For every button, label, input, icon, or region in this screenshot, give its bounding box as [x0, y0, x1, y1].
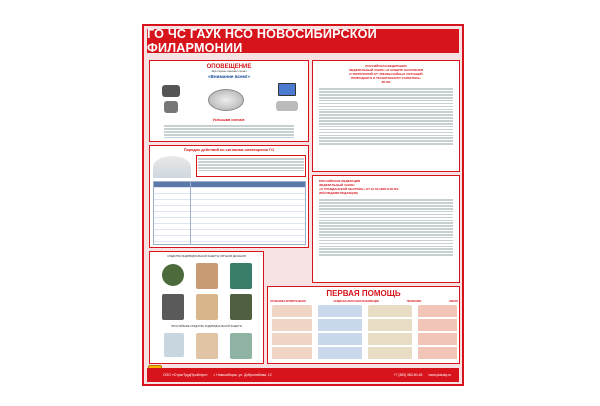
alert-panel — [149, 60, 309, 142]
procedure-signal-box — [196, 155, 306, 177]
siren-icon — [208, 89, 244, 111]
gauze-bandage-icon — [164, 333, 184, 357]
law-28-body — [313, 195, 459, 260]
law-68-panel — [312, 60, 460, 172]
alert-signal: «Внимание всем!» — [207, 73, 251, 79]
footer-bar — [147, 368, 459, 382]
first-aid-heading: ПЕРВАЯ ПОМОЩЬ — [326, 289, 401, 298]
tv-icon — [278, 83, 296, 96]
law-28-header: РОССИЙСКАЯ ФЕДЕРАЦИЯ ФЕДЕРАЛЬНЫЙ ЗАКОН «О ГРАЖДАНСКОЙ ОБОРОНЕ» ОТ 12.02.1998 N 28-ФЗ (ПОСЛЕДНЯЯ РЕДАКЦИЯ) — [319, 179, 399, 195]
protection-heading-2: ПРОСТЕЙШИЕ СРЕДСТВА ИНДИВИДУАЛЬНОЙ ЗАЩИТЫ — [170, 325, 243, 328]
poster-title: ГО ЧС ГАУК НСО НОВОСИБИРСКОЙ ФИЛАРМОНИИ — [147, 29, 459, 53]
hood-person-icon — [196, 294, 218, 320]
alert-small-text: Звук сирены означает сигнал — [211, 70, 247, 73]
cpr-illustration — [318, 305, 362, 361]
alert-heading: ОПОВЕЩЕНИЕ — [206, 64, 252, 70]
alert-subheading: Услышав сигнал: — [212, 118, 246, 122]
cotton-mask-person-icon — [196, 333, 218, 359]
footer-address: г. Новосибирск, ул. Добролюбова, 12 — [213, 373, 272, 377]
footer-phone: +7 (383) 383-50-45 — [393, 373, 423, 377]
procedure-table — [153, 181, 306, 245]
mask-person-icon — [230, 263, 252, 289]
poster-board — [142, 24, 464, 386]
protection-heading-1: СРЕДСТВА ИНДИВИДУАЛЬНОЙ ЗАЩИТЫ ОРГАНОВ ДЫХАНИЯ — [167, 255, 246, 258]
gas-mask-person-icon — [162, 294, 184, 320]
speaker-icon — [164, 101, 178, 113]
first-aid-sections: ОСТАНОВКА КРОВОТЕЧЕНИЯ СЕРДЕЧНО-ЛЕГОЧНАЯ РЕАНИМАЦИЯ ПЕРЕЛОМЫ ОЖОГИ — [270, 300, 458, 303]
gas-mask-face-icon — [230, 294, 252, 320]
respirator-person-icon — [196, 263, 218, 289]
car-icon — [276, 101, 298, 111]
alert-instructions — [164, 124, 294, 140]
footer-company: ООО «СтрахТрудПроИнфо» — [163, 373, 208, 377]
procedure-heading: Порядок действий по сигналам оповещения ГО — [183, 148, 275, 152]
first-aid-panel — [267, 286, 460, 364]
bleeding-aid-illustration — [272, 305, 312, 361]
law-68-header: РОССИЙСКАЯ ФЕДЕРАЦИЯ ФЕДЕРАЛЬНЫЙ ЗАКОН «О ЗАЩИТЕ НАСЕЛЕНИЯ И ТЕРРИТОРИЙ ОТ ЧРЕЗВЫЧАЙНЫХ СИТУАЦИЙ ПРИРОДНОГО И ТЕХНОГЕННОГО ХАРАКТЕРА» 68-ФЗ — [349, 64, 423, 84]
protection-panel — [149, 251, 264, 364]
law-28-panel — [312, 175, 460, 283]
fracture-illustration — [368, 305, 412, 361]
radio-icon — [162, 85, 180, 97]
procedure-panel — [149, 145, 309, 248]
burns-illustration — [418, 305, 457, 361]
law-68-body — [313, 84, 459, 149]
footer-site[interactable]: www.plakaty.ru — [428, 373, 451, 377]
procedure-diagram — [153, 156, 191, 178]
medical-mask-person-icon — [230, 333, 252, 359]
gas-mask-icon — [162, 264, 184, 286]
